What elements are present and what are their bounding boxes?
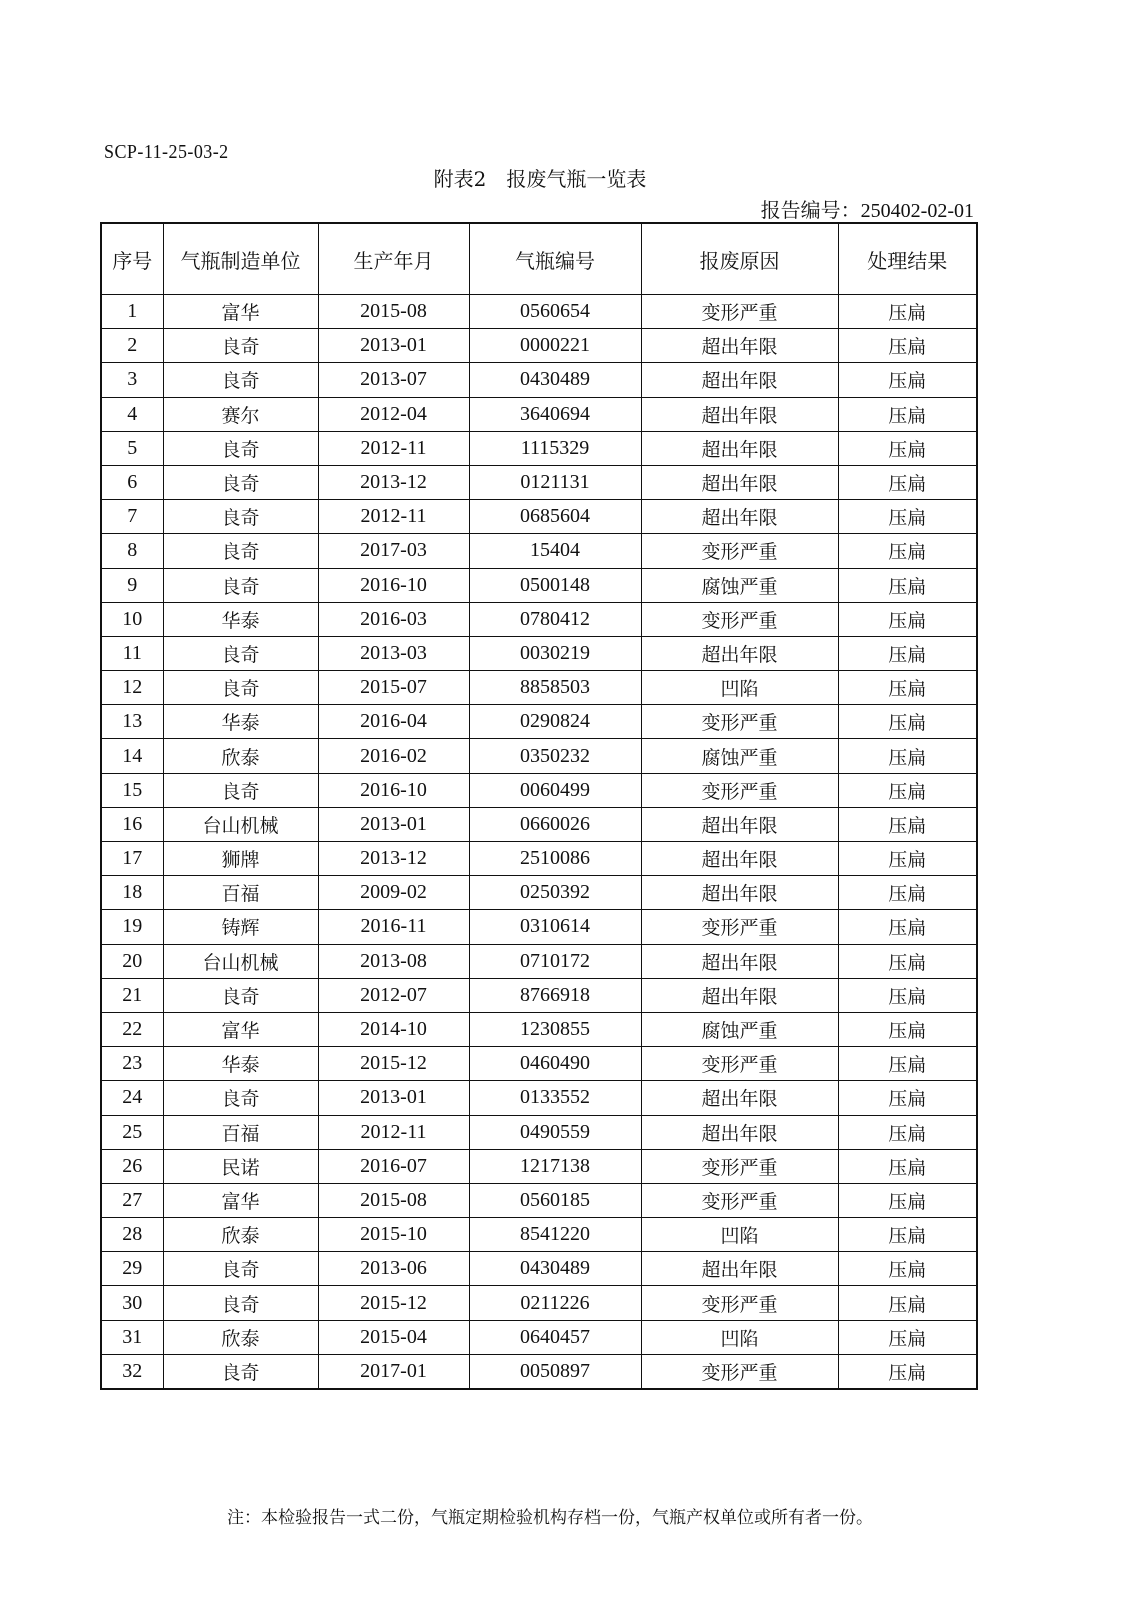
cell-no: 13 <box>101 705 163 739</box>
cell-serial: 0430489 <box>469 363 641 397</box>
cell-no: 10 <box>101 602 163 636</box>
table-row <box>101 363 977 397</box>
cell-result: 压扁 <box>838 1115 977 1149</box>
cell-serial: 0640457 <box>469 1320 641 1354</box>
cell-result: 压扁 <box>838 1149 977 1183</box>
cell-result: 压扁 <box>838 1320 977 1354</box>
cell-production-date: 2013-01 <box>318 1081 469 1115</box>
cell-reason: 腐蚀严重 <box>641 568 838 602</box>
cell-serial: 3640694 <box>469 397 641 431</box>
table-row <box>101 1218 977 1252</box>
table-row <box>101 602 977 636</box>
cell-no: 30 <box>101 1286 163 1320</box>
cell-reason: 超出年限 <box>641 465 838 499</box>
table-row <box>101 807 977 841</box>
cell-no: 23 <box>101 1047 163 1081</box>
cell-manufacturer: 华泰 <box>163 602 318 636</box>
cell-manufacturer: 良奇 <box>163 671 318 705</box>
table-row <box>101 1012 977 1046</box>
table-row <box>101 910 977 944</box>
cell-manufacturer: 华泰 <box>163 705 318 739</box>
cell-manufacturer: 良奇 <box>163 1286 318 1320</box>
cell-reason: 超出年限 <box>641 500 838 534</box>
cell-production-date: 2013-01 <box>318 329 469 363</box>
cell-reason: 凹陷 <box>641 1320 838 1354</box>
cell-serial: 0060499 <box>469 773 641 807</box>
cell-manufacturer: 良奇 <box>163 500 318 534</box>
cell-no: 24 <box>101 1081 163 1115</box>
cell-no: 27 <box>101 1183 163 1217</box>
cell-production-date: 2017-03 <box>318 534 469 568</box>
cell-reason: 超出年限 <box>641 876 838 910</box>
cell-serial: 8858503 <box>469 671 641 705</box>
cell-serial: 0710172 <box>469 944 641 978</box>
footnote: 注：本检验报告一式二份，气瓶定期检验机构存档一份，气瓶产权单位或所有者一份。 <box>227 1508 873 1528</box>
table-row <box>101 1320 977 1354</box>
table-row <box>101 431 977 465</box>
cell-production-date: 2016-10 <box>318 568 469 602</box>
table-row <box>101 1149 977 1183</box>
cell-manufacturer: 良奇 <box>163 534 318 568</box>
cell-no: 7 <box>101 500 163 534</box>
table-row <box>101 534 977 568</box>
cell-serial: 0000221 <box>469 329 641 363</box>
cell-result: 压扁 <box>838 773 977 807</box>
cell-reason: 超出年限 <box>641 1081 838 1115</box>
cell-production-date: 2016-04 <box>318 705 469 739</box>
cell-reason: 超出年限 <box>641 329 838 363</box>
cell-manufacturer: 良奇 <box>163 1354 318 1389</box>
cell-serial: 0050897 <box>469 1354 641 1389</box>
cell-result: 压扁 <box>838 807 977 841</box>
cell-production-date: 2016-02 <box>318 739 469 773</box>
cell-serial: 1217138 <box>469 1149 641 1183</box>
cell-manufacturer: 良奇 <box>163 1081 318 1115</box>
cell-no: 22 <box>101 1012 163 1046</box>
cell-result: 压扁 <box>838 1183 977 1217</box>
cell-manufacturer: 良奇 <box>163 978 318 1012</box>
header-reason: 报废原因 <box>641 223 838 295</box>
cell-no: 15 <box>101 773 163 807</box>
cell-manufacturer: 台山机械 <box>163 807 318 841</box>
table-body <box>101 295 977 1390</box>
cell-no: 29 <box>101 1252 163 1286</box>
cell-no: 3 <box>101 363 163 397</box>
table-row <box>101 1252 977 1286</box>
cell-manufacturer: 狮牌 <box>163 842 318 876</box>
cell-production-date: 2012-11 <box>318 500 469 534</box>
cell-serial: 0310614 <box>469 910 641 944</box>
cell-manufacturer: 台山机械 <box>163 944 318 978</box>
cell-serial: 0685604 <box>469 500 641 534</box>
report-number <box>761 194 974 223</box>
cell-manufacturer: 良奇 <box>163 329 318 363</box>
cell-no: 12 <box>101 671 163 705</box>
table-row <box>101 739 977 773</box>
cell-no: 11 <box>101 636 163 670</box>
table-row <box>101 944 977 978</box>
cell-serial: 0350232 <box>469 739 641 773</box>
cell-production-date: 2017-01 <box>318 1354 469 1389</box>
cell-result: 压扁 <box>838 568 977 602</box>
cell-no: 32 <box>101 1354 163 1389</box>
cell-production-date: 2015-07 <box>318 671 469 705</box>
cell-result: 压扁 <box>838 1218 977 1252</box>
cell-serial: 0660026 <box>469 807 641 841</box>
cell-no: 4 <box>101 397 163 431</box>
cell-reason: 变形严重 <box>641 705 838 739</box>
cell-result: 压扁 <box>838 1354 977 1389</box>
cell-result: 压扁 <box>838 739 977 773</box>
cell-result: 压扁 <box>838 944 977 978</box>
cell-reason: 超出年限 <box>641 944 838 978</box>
cell-manufacturer: 民诺 <box>163 1149 318 1183</box>
cell-no: 14 <box>101 739 163 773</box>
cell-manufacturer: 富华 <box>163 1183 318 1217</box>
cell-reason: 变形严重 <box>641 1286 838 1320</box>
cell-result: 压扁 <box>838 431 977 465</box>
cell-manufacturer: 赛尔 <box>163 397 318 431</box>
cell-serial: 0030219 <box>469 636 641 670</box>
cell-production-date: 2016-10 <box>318 773 469 807</box>
cell-production-date: 2012-11 <box>318 1115 469 1149</box>
cell-production-date: 2013-08 <box>318 944 469 978</box>
cell-production-date: 2012-11 <box>318 431 469 465</box>
cell-serial: 0560185 <box>469 1183 641 1217</box>
cell-result: 压扁 <box>838 910 977 944</box>
cell-serial: 15404 <box>469 534 641 568</box>
cell-serial: 0133552 <box>469 1081 641 1115</box>
cell-result: 压扁 <box>838 1252 977 1286</box>
cell-serial: 8766918 <box>469 978 641 1012</box>
cell-production-date: 2012-07 <box>318 978 469 1012</box>
cell-reason: 超出年限 <box>641 842 838 876</box>
table-row <box>101 842 977 876</box>
cell-no: 5 <box>101 431 163 465</box>
cell-no: 25 <box>101 1115 163 1149</box>
table-header-row <box>101 223 977 295</box>
cell-reason: 变形严重 <box>641 295 838 329</box>
cell-no: 16 <box>101 807 163 841</box>
cell-manufacturer: 良奇 <box>163 431 318 465</box>
header-production-date: 生产年月 <box>318 223 469 295</box>
cell-result: 压扁 <box>838 978 977 1012</box>
cell-manufacturer: 百福 <box>163 876 318 910</box>
cell-production-date: 2013-06 <box>318 1252 469 1286</box>
cell-serial: 0780412 <box>469 602 641 636</box>
cell-reason: 凹陷 <box>641 671 838 705</box>
cell-manufacturer: 百福 <box>163 1115 318 1149</box>
cell-manufacturer: 良奇 <box>163 773 318 807</box>
cell-production-date: 2012-04 <box>318 397 469 431</box>
cell-reason: 超出年限 <box>641 1115 838 1149</box>
cell-result: 压扁 <box>838 1286 977 1320</box>
cell-reason: 腐蚀严重 <box>641 1012 838 1046</box>
cell-result: 压扁 <box>838 671 977 705</box>
cell-serial: 0500148 <box>469 568 641 602</box>
cell-reason: 超出年限 <box>641 363 838 397</box>
cell-result: 压扁 <box>838 363 977 397</box>
cell-result: 压扁 <box>838 876 977 910</box>
cell-manufacturer: 欣泰 <box>163 739 318 773</box>
cell-result: 压扁 <box>838 1081 977 1115</box>
header-manufacturer: 气瓶制造单位 <box>163 223 318 295</box>
table-row <box>101 636 977 670</box>
cell-result: 压扁 <box>838 705 977 739</box>
cell-result: 压扁 <box>838 465 977 499</box>
table-row <box>101 705 977 739</box>
cell-no: 20 <box>101 944 163 978</box>
cell-production-date: 2015-10 <box>318 1218 469 1252</box>
cell-reason: 变形严重 <box>641 1183 838 1217</box>
cell-reason: 变形严重 <box>641 534 838 568</box>
cell-serial: 0430489 <box>469 1252 641 1286</box>
cell-serial: 2510086 <box>469 842 641 876</box>
cell-reason: 超出年限 <box>641 978 838 1012</box>
cell-serial: 1230855 <box>469 1012 641 1046</box>
cell-result: 压扁 <box>838 500 977 534</box>
cell-serial: 0460490 <box>469 1047 641 1081</box>
cell-production-date: 2009-02 <box>318 876 469 910</box>
cell-production-date: 2015-04 <box>318 1320 469 1354</box>
cell-production-date: 2013-12 <box>318 465 469 499</box>
header-serial: 气瓶编号 <box>469 223 641 295</box>
cell-manufacturer: 富华 <box>163 295 318 329</box>
table-row <box>101 1115 977 1149</box>
cell-production-date: 2013-03 <box>318 636 469 670</box>
cell-reason: 超出年限 <box>641 1252 838 1286</box>
table-row <box>101 1286 977 1320</box>
table-row <box>101 773 977 807</box>
cell-result: 压扁 <box>838 534 977 568</box>
report-number-label: 报告编号： <box>760 198 861 222</box>
cell-no: 17 <box>101 842 163 876</box>
cell-serial: 0290824 <box>469 705 641 739</box>
table-row <box>101 978 977 1012</box>
cell-reason: 变形严重 <box>641 602 838 636</box>
cell-reason: 变形严重 <box>641 1047 838 1081</box>
cell-no: 2 <box>101 329 163 363</box>
cell-result: 压扁 <box>838 636 977 670</box>
table-row <box>101 671 977 705</box>
cell-manufacturer: 良奇 <box>163 363 318 397</box>
cell-no: 18 <box>101 876 163 910</box>
table-row <box>101 295 977 329</box>
document-code: SCP-11-25-03-2 <box>104 141 229 163</box>
cell-serial: 0560654 <box>469 295 641 329</box>
cell-manufacturer: 铸辉 <box>163 910 318 944</box>
table-row <box>101 500 977 534</box>
cell-result: 压扁 <box>838 329 977 363</box>
table-row <box>101 329 977 363</box>
cell-production-date: 2015-12 <box>318 1047 469 1081</box>
cell-reason: 变形严重 <box>641 1149 838 1183</box>
cell-production-date: 2014-10 <box>318 1012 469 1046</box>
cell-serial: 0490559 <box>469 1115 641 1149</box>
cell-reason: 超出年限 <box>641 636 838 670</box>
cell-reason: 腐蚀严重 <box>641 739 838 773</box>
cell-serial: 0121131 <box>469 465 641 499</box>
cell-serial: 1115329 <box>469 431 641 465</box>
cell-result: 压扁 <box>838 602 977 636</box>
cell-serial: 0250392 <box>469 876 641 910</box>
cell-result: 压扁 <box>838 1012 977 1046</box>
cell-production-date: 2013-12 <box>318 842 469 876</box>
document-title: 附表2 报废气瓶一览表 <box>433 167 647 191</box>
cell-no: 19 <box>101 910 163 944</box>
cell-result: 压扁 <box>838 842 977 876</box>
table-row <box>101 1081 977 1115</box>
cell-production-date: 2016-03 <box>318 602 469 636</box>
cell-manufacturer: 良奇 <box>163 1252 318 1286</box>
cell-manufacturer: 良奇 <box>163 636 318 670</box>
report-number-value: 250402-02-01 <box>860 200 974 222</box>
cell-no: 28 <box>101 1218 163 1252</box>
cell-reason: 变形严重 <box>641 773 838 807</box>
cell-no: 21 <box>101 978 163 1012</box>
cell-production-date: 2016-11 <box>318 910 469 944</box>
table-row <box>101 465 977 499</box>
cell-manufacturer: 富华 <box>163 1012 318 1046</box>
header-no: 序号 <box>101 223 163 295</box>
cell-no: 1 <box>101 295 163 329</box>
table-row <box>101 397 977 431</box>
table-row <box>101 876 977 910</box>
table-row <box>101 1047 977 1081</box>
cell-serial: 8541220 <box>469 1218 641 1252</box>
cell-production-date: 2016-07 <box>318 1149 469 1183</box>
cell-manufacturer: 良奇 <box>163 465 318 499</box>
cell-production-date: 2015-08 <box>318 295 469 329</box>
cell-result: 压扁 <box>838 1047 977 1081</box>
cell-reason: 超出年限 <box>641 807 838 841</box>
cell-manufacturer: 欣泰 <box>163 1218 318 1252</box>
cell-production-date: 2013-01 <box>318 807 469 841</box>
cell-no: 31 <box>101 1320 163 1354</box>
table-row <box>101 1354 977 1389</box>
cell-reason: 变形严重 <box>641 1354 838 1389</box>
cell-reason: 超出年限 <box>641 397 838 431</box>
header-result: 处理结果 <box>838 223 977 295</box>
cell-reason: 凹陷 <box>641 1218 838 1252</box>
cell-manufacturer: 欣泰 <box>163 1320 318 1354</box>
cell-result: 压扁 <box>838 295 977 329</box>
cell-no: 9 <box>101 568 163 602</box>
cell-production-date: 2015-12 <box>318 1286 469 1320</box>
cell-manufacturer: 良奇 <box>163 568 318 602</box>
table-row <box>101 1183 977 1217</box>
table-row <box>101 568 977 602</box>
cell-no: 6 <box>101 465 163 499</box>
cell-no: 8 <box>101 534 163 568</box>
cell-result: 压扁 <box>838 397 977 431</box>
cell-serial: 0211226 <box>469 1286 641 1320</box>
cell-production-date: 2015-08 <box>318 1183 469 1217</box>
scrapped-cylinders-table <box>100 222 978 1390</box>
cell-production-date: 2013-07 <box>318 363 469 397</box>
cell-manufacturer: 华泰 <box>163 1047 318 1081</box>
cell-no: 26 <box>101 1149 163 1183</box>
cell-reason: 超出年限 <box>641 431 838 465</box>
cell-reason: 变形严重 <box>641 910 838 944</box>
